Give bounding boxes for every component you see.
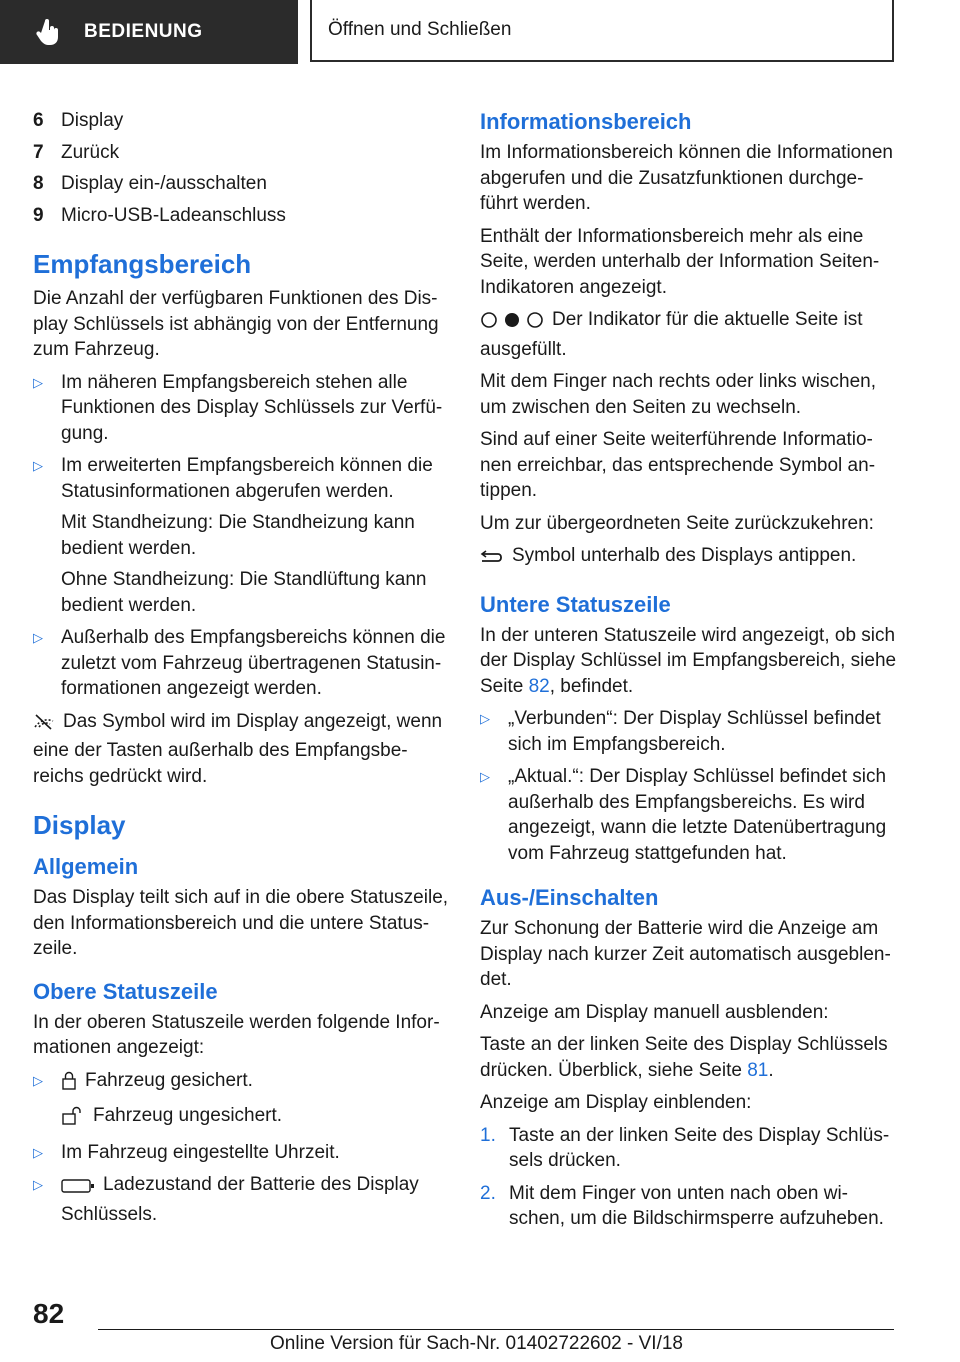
hand-pointer-icon xyxy=(36,18,64,46)
steps-list xyxy=(480,1123,898,1232)
heading-informationsbereich: Informationsbereich xyxy=(480,109,692,134)
bullet-text: Fahrzeug gesichert. xyxy=(85,1069,253,1091)
list-item xyxy=(33,370,451,447)
page-link[interactable]: 81 xyxy=(747,1059,769,1081)
info-indicator-paragraph xyxy=(480,307,898,362)
info-paragraph: Enthält der Informationsbereich mehr als eine Seite, werden unterhalb der Information Seiten-Indikatoren angezeigt. xyxy=(480,225,880,298)
bullet-subtext: Ohne Standheizung: Die Standlüftung kann bedient werden. xyxy=(61,569,427,616)
battery-icon xyxy=(61,1176,95,1202)
list-item xyxy=(480,764,898,866)
list-item xyxy=(480,706,898,757)
bullet-triangle-icon: ▷ xyxy=(33,458,43,473)
item-text: Display xyxy=(61,110,124,131)
no-signal-icon xyxy=(33,713,55,739)
section-label: BEDIENUNG xyxy=(84,21,203,42)
item-text: Display ein-/ausschalten xyxy=(61,173,267,194)
bullet-triangle-icon: ▷ xyxy=(480,711,490,726)
numbered-list xyxy=(33,108,451,228)
page-link[interactable]: 82 xyxy=(528,675,550,697)
item-number: 8 xyxy=(33,173,44,194)
item-number: 7 xyxy=(33,141,44,163)
list-item xyxy=(33,625,451,702)
untere-intro xyxy=(480,623,898,700)
info-text: Der Indikator für die aktuelle Seite ist ausgefüllt. xyxy=(480,309,863,360)
heading-aus-einschalten: Aus-/Einschalten xyxy=(480,885,659,910)
bullet-triangle-icon: ▷ xyxy=(33,374,43,390)
info-text: Symbol unterhalb des Displays antippen. xyxy=(512,545,857,566)
list-item xyxy=(33,1140,451,1166)
bullet-text: Ladezustand der Batterie des Display Schlüssels. xyxy=(61,1174,419,1225)
info-paragraph: Im Informationsbereich können die Informationen abgerufen und die Zusatzfunktionen durchge-führt werden. xyxy=(480,142,893,214)
lock-open-icon xyxy=(61,1105,85,1133)
item-text: Zurück xyxy=(61,141,120,163)
list-item xyxy=(33,203,451,229)
heading-allgemein: Allgemein xyxy=(33,854,139,879)
info-paragraph: Sind auf einer Seite weiterführende Informatio-nen erreichbar, das entsprechende Symbol an-tippen. xyxy=(480,429,876,501)
header-section-tab xyxy=(0,0,298,64)
bullet-text: Außerhalb des Empfangsbereichs können die zuletzt vom Fahrzeug übertragenen Statusin-formationen angezeigt werden. xyxy=(61,627,446,699)
untere-intro-text: In der unteren Statuszeile wird angezeigt, ob sich der Display Schlüssel im Empfangsbereich, siehe Seite xyxy=(480,624,897,697)
bullet-triangle-icon: ▷ xyxy=(33,630,43,645)
left-column xyxy=(33,108,451,1234)
lock-closed-icon xyxy=(61,1070,77,1098)
right-column xyxy=(480,108,898,1239)
bullet-text: Im näheren Empfangsbereich stehen alle Funktionen des Display Schlüssels zur Verfü-gung. xyxy=(61,371,443,444)
bullet-text: „Verbunden“: Der Display Schlüssel befindet sich im Empfangsbereich. xyxy=(508,708,881,755)
item-text: Micro-USB-Ladeanschluss xyxy=(61,204,286,226)
aus-paragraph: Zur Schonung der Batterie wird die Anzeige am Display nach kurzer Zeit automatisch ausgeblen-det. xyxy=(480,918,891,990)
heading-empfangsbereich: Empfangsbereich xyxy=(33,249,252,279)
obere-intro: In der oberen Statuszeile werden folgende Infor-mationen angezeigt: xyxy=(33,1011,440,1058)
info-paragraph: Um zur übergeordneten Seite zurückzukehren: xyxy=(480,512,874,534)
untere-intro-end: , befindet. xyxy=(549,675,634,697)
info-back-paragraph xyxy=(480,543,898,573)
list-item xyxy=(33,171,451,197)
bullet-line xyxy=(61,1068,451,1098)
list-item xyxy=(33,1068,451,1133)
header-chapter-tab xyxy=(310,0,894,62)
step-text: Taste an der linken Seite des Display Schlüs-sels drücken. xyxy=(509,1124,890,1171)
empfang-intro: Die Anzahl der verfügbaren Funktionen des Dis-play Schlüssels ist abhängig von der Entfernung zum Fahrzeug. xyxy=(33,288,439,360)
symbol-note xyxy=(33,709,451,790)
empfang-bullets xyxy=(33,370,451,702)
page-number: 82 xyxy=(33,1298,65,1329)
back-arrow-icon xyxy=(480,547,504,573)
heading-display: Display xyxy=(33,810,126,840)
list-item xyxy=(480,1181,898,1232)
aus-text-end: . xyxy=(768,1059,774,1081)
item-number: 6 xyxy=(33,110,44,131)
aus-paragraph: Anzeige am Display einblenden: xyxy=(480,1092,752,1113)
note-text: Das Symbol wird im Display angezeigt, wenn eine der Tasten außerhalb des Empfangsbe-reichs gedrückt wird. xyxy=(33,710,443,787)
bullet-text: Im erweiterten Empfangsbereich können die Statusinformationen abgerufen werden. xyxy=(61,455,433,502)
aus-paragraph: Anzeige am Display manuell ausblenden: xyxy=(480,1001,829,1023)
allgemein-text: Das Display teilt sich auf in die obere Statuszeile, den Informationsbereich und die untere Status-zeile. xyxy=(33,887,449,959)
heading-untere-statuszeile: Untere Statuszeile xyxy=(480,591,671,617)
bullet-triangle-icon: ▷ xyxy=(33,1177,43,1192)
list-item xyxy=(480,1123,898,1174)
bullet-line xyxy=(61,1103,451,1133)
bullet-text: „Aktual.“: Der Display Schlüssel befindet sich außerhalb des Empfangsbereichs. Es wird angezeigt, wann die letzte Datenübertragung vom Fahrzeug stattgefunden hat. xyxy=(508,766,887,864)
footer-divider xyxy=(98,1329,894,1330)
list-item xyxy=(33,108,451,134)
aus-text: Taste an der linken Seite des Display Schlüssels drücken. Überblick, siehe Seite xyxy=(480,1034,888,1081)
heading-obere-statuszeile: Obere Statuszeile xyxy=(33,978,218,1004)
untere-bullets xyxy=(480,706,898,866)
chapter-label: Öffnen und Schließen xyxy=(328,19,512,40)
list-item xyxy=(33,1172,451,1227)
bullet-text: Im Fahrzeug eingestellte Uhrzeit. xyxy=(61,1141,340,1163)
page-indicator-icon xyxy=(480,311,544,337)
aus-paragraph xyxy=(480,1032,898,1083)
list-item xyxy=(33,140,451,166)
bullet-triangle-icon: ▷ xyxy=(480,769,490,784)
footer-online-version: Online Version für Sach-Nr. 01402722602 - VI/18 xyxy=(270,1333,683,1354)
bullet-text: Fahrzeug ungesichert. xyxy=(93,1105,283,1126)
obere-bullets xyxy=(33,1068,451,1228)
bullet-triangle-icon: ▷ xyxy=(33,1072,43,1088)
bullet-triangle-icon: ▷ xyxy=(33,1144,43,1160)
info-paragraph: Mit dem Finger nach rechts oder links wischen, um zwischen den Seiten zu wechseln. xyxy=(480,371,876,418)
list-item xyxy=(33,453,451,618)
item-number: 9 xyxy=(33,204,44,226)
step-number: 1. xyxy=(480,1124,496,1146)
step-number: 2. xyxy=(480,1182,496,1204)
bullet-subtext: Mit Standheizung: Die Standheizung kann bedient werden. xyxy=(61,512,415,559)
step-text: Mit dem Finger von unten nach oben wi-schen, um die Bildschirmsperre aufzuheben. xyxy=(509,1182,884,1229)
